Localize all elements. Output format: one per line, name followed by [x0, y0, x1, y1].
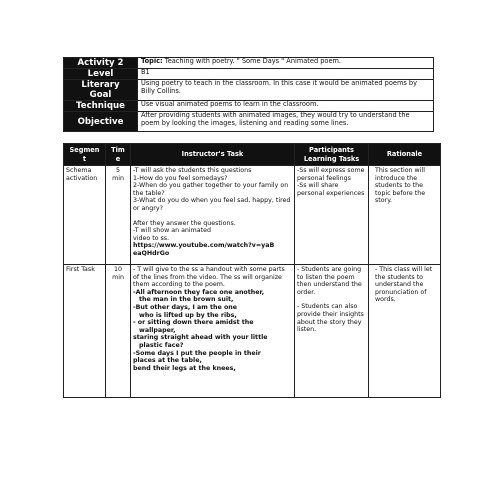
poem-line: bend their legs at the knees,	[133, 364, 236, 372]
instructor-intro: - T will give to the ss a handout with some parts of the lines from the video. The ss will organize them according to the poem.	[133, 266, 285, 289]
header-participants-line1: Participants	[309, 145, 354, 154]
time-cell	[106, 166, 131, 265]
poem-line: wallpaper,	[139, 326, 176, 334]
lesson-plan-table	[63, 143, 441, 398]
participants-cell	[295, 265, 369, 398]
header-segment	[64, 144, 106, 166]
time-cell	[106, 265, 131, 398]
video-link[interactable]: https://www.youtube.com/watch?v=yaB	[133, 242, 275, 250]
instructor-line: 1-How do you feel somedays?	[133, 174, 228, 182]
poem-line: places at the table,	[133, 357, 202, 365]
header-participants	[295, 144, 369, 166]
poem-line: -Some days I put the people in their	[133, 349, 261, 357]
objective-label: Objective	[64, 112, 138, 132]
participant-line: -Ss will express some personal feelings	[297, 167, 365, 182]
activity-label: Activity 2	[64, 58, 138, 69]
poem-line: plastic face?	[139, 341, 184, 349]
participant-line: -Ss will share personal experiences	[297, 182, 365, 197]
instructor-line: -T will show an animated	[133, 227, 212, 235]
poem-line: - or sitting down there amidst the	[133, 319, 254, 327]
header-time	[106, 144, 131, 166]
segment-cell: First Task	[64, 265, 106, 398]
table-row-first-task	[64, 265, 441, 398]
poem-line: staring straight ahead with your little	[133, 334, 268, 342]
time-line1: 5	[115, 167, 120, 174]
topic-text: Teaching with poetry. " Some Days " Animated poem.	[164, 57, 342, 65]
segment-line1: Schema	[66, 167, 92, 174]
instructor-line: 2-When do you gather together to your family on the table?	[133, 182, 289, 197]
poem-line: -All afternoon they face one another,	[133, 288, 265, 296]
poem-line: the man in the brown suit,	[139, 296, 234, 304]
participant-line: - Students can also provide their insights about the story they listen.	[297, 303, 364, 334]
level-label: Level	[64, 69, 138, 80]
literary-value: Using poetry to teach in the classroom. In this case it would be animated poems by Billy Collins.	[138, 80, 434, 101]
time-line2: min	[112, 174, 124, 182]
header-time-line2: e	[115, 154, 121, 163]
header-instructor-task: Instructor's Task	[131, 144, 295, 166]
poem-line: -But other days, I am the one	[133, 303, 238, 311]
literary-label	[64, 80, 138, 101]
topic-value	[138, 58, 434, 69]
segment-cell	[64, 166, 106, 265]
instructor-line: video to ss.	[133, 234, 170, 242]
technique-label: Technique	[64, 101, 138, 112]
header-segment-line2: t	[82, 154, 87, 163]
video-link-cont[interactable]: eaQHdrGo	[133, 249, 170, 257]
instructor-line: -T will ask the students this questions	[133, 167, 252, 174]
objective-value: After providing students with animated images, they would try to understand the poem by looking the images, listening and reading some lines.	[138, 112, 434, 132]
poem-line: who is lifted up by the ribs,	[139, 311, 237, 319]
rationale-cell: This section will introduce the students to the topic before the story.	[369, 166, 441, 265]
segment-line2: activation	[66, 174, 98, 182]
participant-line: - Students are going to listen the poem then understand the order.	[297, 266, 362, 296]
instructor-cell	[131, 166, 295, 265]
instructor-cell	[131, 265, 295, 398]
header-rationale: Rationale	[369, 144, 441, 166]
table-row-schema	[64, 166, 441, 265]
instructor-line: After they answer the questions.	[133, 219, 236, 227]
literary-label-line1: Literary	[81, 80, 120, 90]
instructor-line: 3-What do you do when you feel sad, happy, tired or angry?	[133, 197, 291, 212]
header-time-line1: Tim	[111, 145, 125, 154]
technique-value: Use visual animated poems to learn in the classroom.	[138, 101, 434, 112]
activity-info-table	[63, 57, 434, 132]
time-line1: 10	[113, 266, 122, 273]
time-line2: min	[112, 273, 124, 281]
header-participants-line2: Learning Tasks	[303, 154, 360, 163]
header-segment-line1: Segmen	[69, 145, 100, 154]
topic-prefix: Topic:	[141, 57, 163, 65]
rationale-cell: - This class will let the students to understand the pronunciation of words.	[369, 265, 441, 398]
level-value: B1	[138, 69, 434, 80]
participants-cell	[295, 166, 369, 265]
literary-label-line2: Goal	[89, 90, 112, 100]
